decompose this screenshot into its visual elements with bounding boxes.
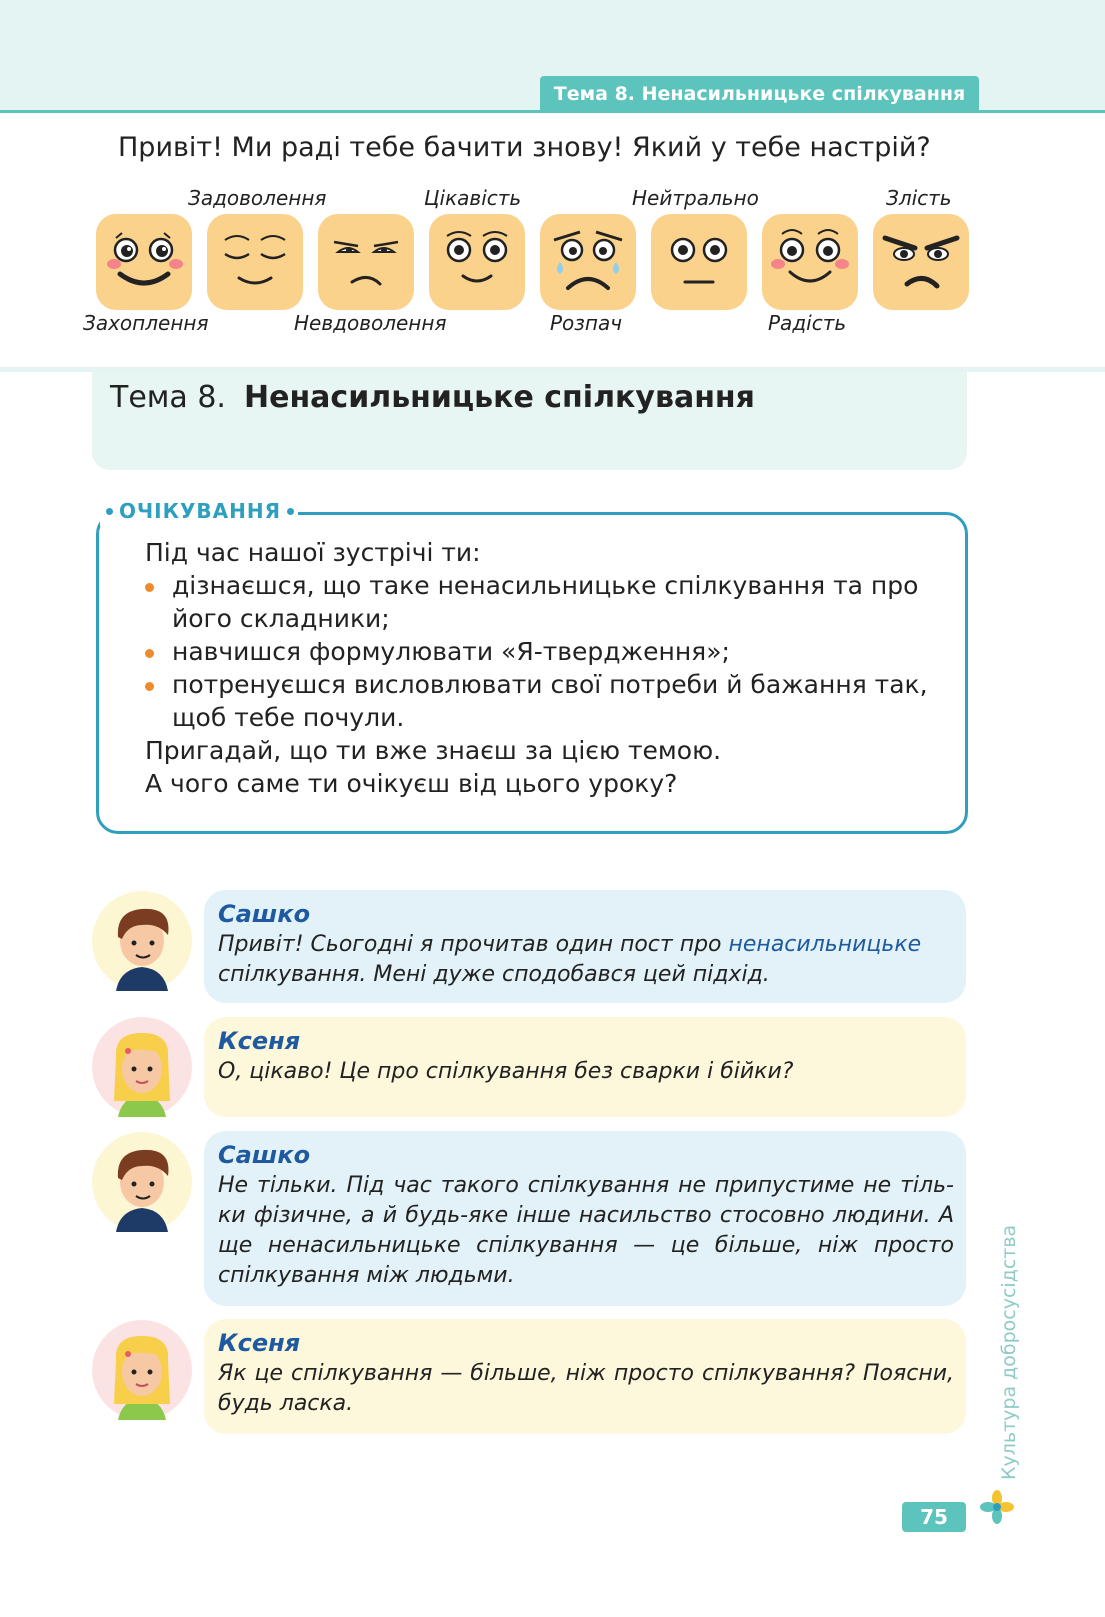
face-anger-icon: [873, 214, 969, 310]
dialogue-text: Як це спілкування — більше, ніж просто спілкування? Поясни, будь ласка.: [218, 1361, 954, 1416]
topic-number: Тема 8.: [110, 380, 226, 415]
expectations-intro: Під час нашої зустрічі ти:: [145, 538, 481, 567]
speaker-name: Ксеня: [218, 1027, 301, 1055]
topic-tab: Тема 8. Ненасильницьке спілкування: [540, 76, 979, 112]
dot-icon: [287, 508, 294, 515]
mood-label-joy: Радість: [768, 311, 847, 335]
mood-label-curiosity: Цікавість: [424, 186, 522, 210]
dialogue-bubble: [204, 890, 966, 1003]
dialogue-bubble: [204, 1131, 966, 1306]
dialogue-text-part: спілкування. Мені дуже сподобався цей підхід.: [218, 962, 770, 987]
expectations-outro: Пригадай, що ти вже знаєш за цією темою.: [145, 736, 722, 765]
expectations-bullet: навчишся формулювати «Я-твердження»;: [145, 635, 945, 668]
flower-icon: [980, 1490, 1014, 1524]
avatar-sashko: [92, 891, 192, 991]
mood-label-anger: Злість: [886, 186, 952, 210]
expectations-outro: А чого саме ти очікуєш від цього уроку?: [145, 769, 678, 798]
page-number: 75: [902, 1502, 966, 1532]
dialogue-highlight: ненасильницьке: [728, 932, 922, 957]
mood-label-satisfaction: Задоволення: [188, 186, 327, 210]
dialogue-text: Не тільки. Під час такого спілкування не припустиме не тіль-ки фізичне, а й будь-яке інше насильство стосовно людини. А ще ненасильницьке спілкування — це більше, ніж просто спілкування між людьми.: [218, 1173, 954, 1288]
avatar-ksenia: [92, 1320, 192, 1420]
expectations-heading-text: ОЧІКУВАННЯ: [119, 499, 281, 523]
expectations-heading: [100, 496, 298, 526]
greeting-text: Привіт! Ми раді тебе бачити знову! Який у тебе настрій?: [118, 132, 931, 163]
speaker-name: Ксеня: [218, 1329, 301, 1357]
avatar-sashko: [92, 1132, 192, 1232]
face-neutral-icon: [651, 214, 747, 310]
dialogue-bubble: [204, 1017, 966, 1117]
mood-label-displeasure: Невдоволення: [294, 311, 447, 335]
dialogue-bubble: [204, 1319, 966, 1434]
face-satisfaction-icon: [207, 214, 303, 310]
dialogue-text-part: Привіт! Сьогодні я прочитав один пост про: [218, 932, 729, 957]
face-displeasure-icon: [318, 214, 414, 310]
mood-label-despair: Розпач: [550, 311, 623, 335]
speaker-name: Сашко: [218, 900, 311, 928]
expectations-text: [145, 536, 945, 800]
page-title: Ненасильницьке спілкування: [244, 380, 755, 415]
speaker-name: Сашко: [218, 1141, 311, 1169]
dot-icon: [106, 508, 113, 515]
face-joy-icon: [762, 214, 858, 310]
dialogue-text: [218, 930, 954, 990]
mood-label-neutral: Нейтрально: [632, 186, 759, 210]
face-despair-icon: [540, 214, 636, 310]
mood-label-delight: Захоплення: [83, 311, 209, 335]
face-curiosity-icon: [429, 214, 525, 310]
section-side-label: Культура добросусідства: [998, 1224, 1020, 1480]
avatar-ksenia: [92, 1017, 192, 1117]
face-delight-icon: [96, 214, 192, 310]
expectations-bullet: дізнаєшся, що таке ненасильницьке спілкування та про його складники;: [145, 569, 945, 635]
expectations-bullet: потренуєшся висловлювати свої потреби й бажання так, щоб тебе почули.: [145, 668, 945, 734]
dialogue-text: О, цікаво! Це про спілкування без сварки і бійки?: [218, 1059, 794, 1084]
